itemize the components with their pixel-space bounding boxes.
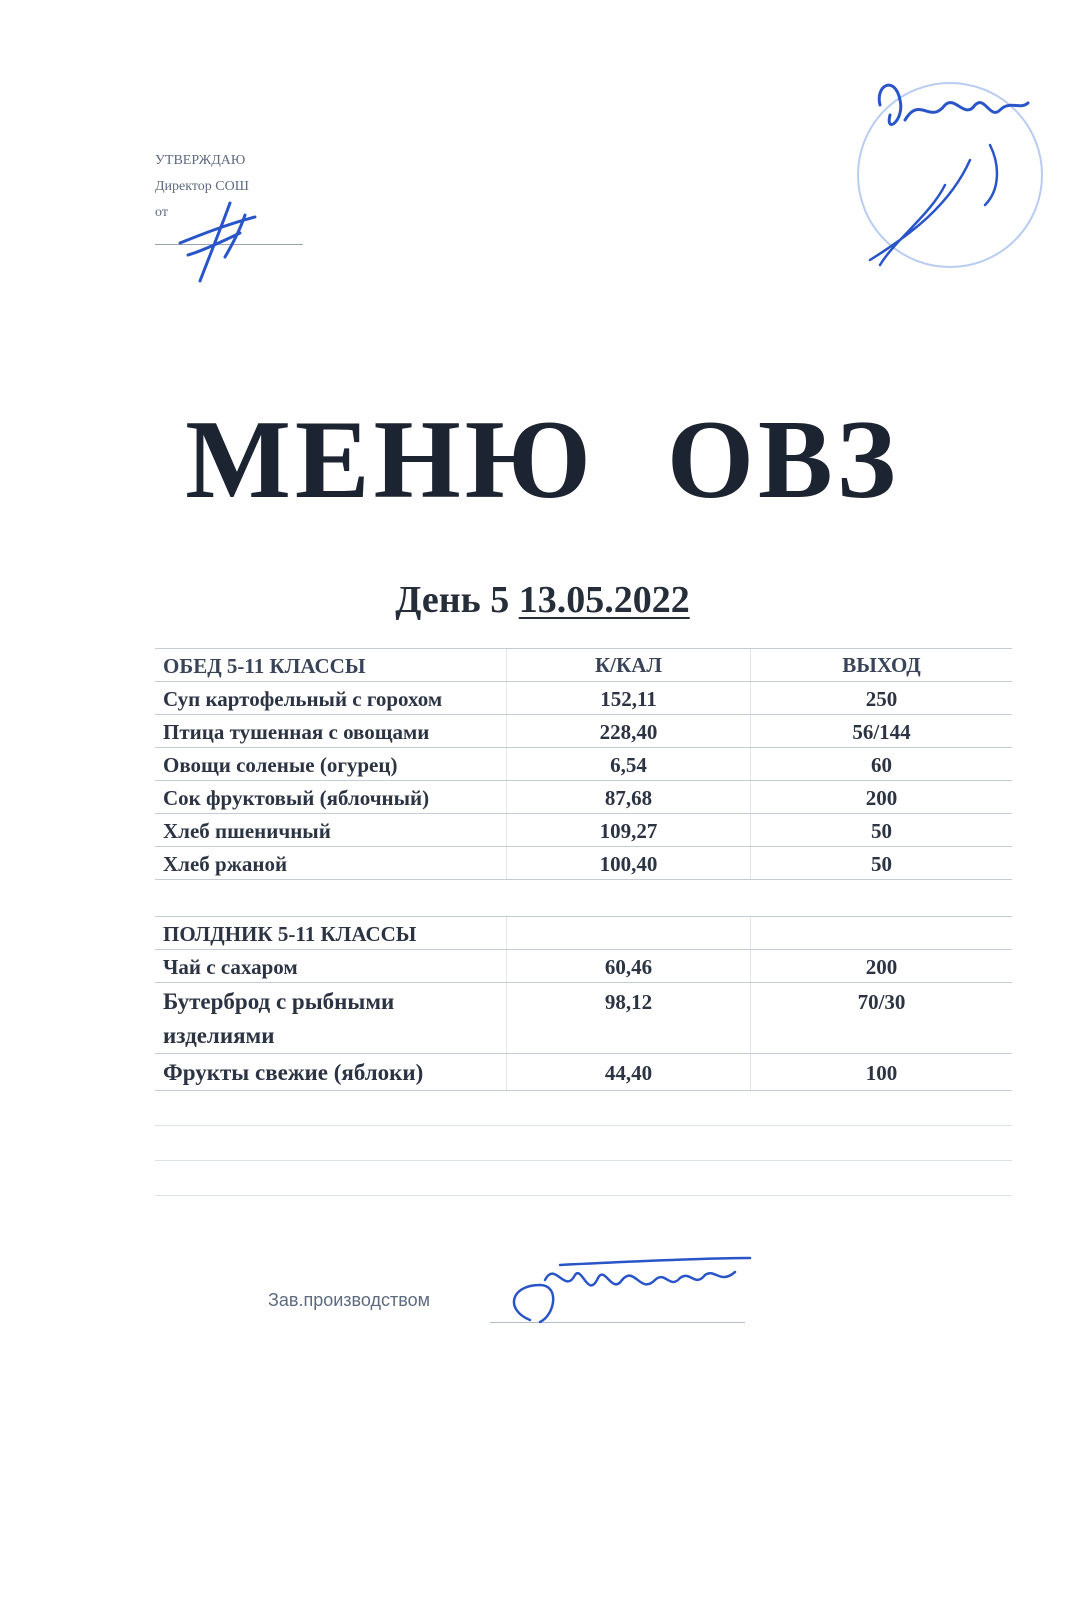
dish-kcal: 60,46 [507,950,751,982]
dish-output: 56/144 [852,720,911,744]
header-lunch: ОБЕД 5-11 КЛАССЫ [155,649,507,681]
header-snack: ПОЛДНИК 5-11 КЛАССЫ [155,917,507,949]
blank-row [155,1161,1012,1196]
dish-kcal: 228,40 [507,715,751,747]
manager-signature-icon [500,1240,760,1330]
dish-name: Суп картофельный с горохом [155,682,507,714]
dish-kcal: 6,54 [507,748,751,780]
dish-kcal: 100,40 [507,847,751,879]
dish-name: Бутерброд с рыбными изделиями [155,983,507,1053]
day-heading [0,578,1085,622]
stamp-signature-icon [850,65,1050,285]
snack-header-row [155,917,1012,950]
menu-table [155,648,1012,1196]
table-row [155,748,1012,781]
dish-output: 250 [865,687,898,711]
dish-name: Птица тушенная с овощами [155,715,507,747]
dish-name: Хлеб ржаной [155,847,507,879]
table-row [155,781,1012,814]
dish-output: 60 [871,753,892,777]
table-row [155,682,1012,715]
approval-position: Директор СОШ [155,179,249,194]
dish-output: 100 [865,1061,898,1085]
approval-title: УТВЕРЖДАЮ [155,153,246,168]
table-row [155,983,1012,1054]
dish-name: Хлеб пшеничный [155,814,507,846]
dish-name: Чай с сахаром [155,950,507,982]
dish-output: 50 [871,852,892,876]
blank-row [155,1091,1012,1126]
dish-output: 50 [871,819,892,843]
dish-name: Овощи соленые (огурец) [155,748,507,780]
dish-output: 200 [865,786,898,810]
director-signature-icon [170,195,280,285]
dish-kcal: 44,40 [507,1054,751,1090]
dish-output: 70/30 [857,990,906,1014]
dish-kcal: 87,68 [507,781,751,813]
header-kcal: К/КАЛ [507,649,751,681]
day-date: 13.05.2022 [518,579,690,621]
section-divider [155,880,1012,917]
table-row [155,814,1012,847]
dish-kcal: 152,11 [507,682,751,714]
table-row [155,847,1012,880]
dish-kcal: 98,12 [507,983,751,1053]
table-header [155,648,1012,682]
footer-label: Зав.производством [268,1290,430,1310]
empty-cell [751,917,1012,949]
blank-row [155,1126,1012,1161]
table-row [155,950,1012,983]
approval-date-label: от [155,205,168,220]
dish-output: 200 [865,955,898,979]
dish-name: Фрукты свежие (яблоки) [155,1054,507,1090]
dish-kcal: 109,27 [507,814,751,846]
table-row [155,1054,1012,1091]
page-title: МЕНЮ ОВЗ [185,398,900,522]
empty-cell [507,917,751,949]
day-label: День 5 [395,579,510,621]
table-row [155,715,1012,748]
header-output: ВЫХОД [842,653,921,677]
dish-name: Сок фруктовый (яблочный) [155,781,507,813]
